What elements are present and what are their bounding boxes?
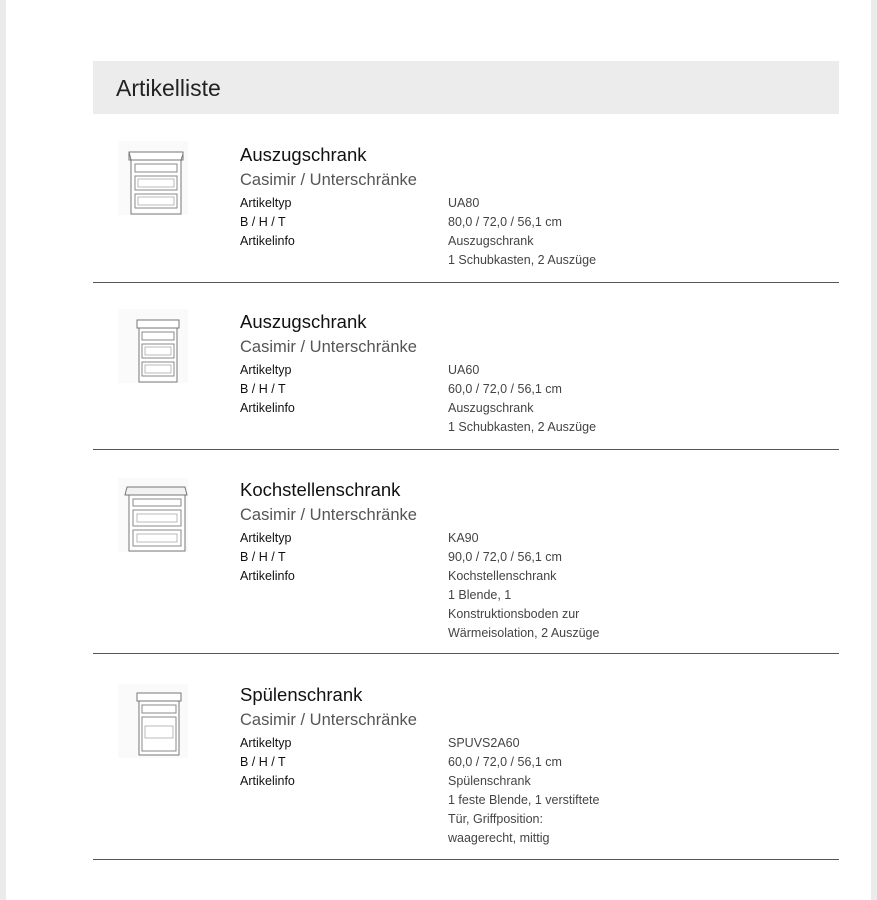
value-info-line: 1 Schubkasten, 2 Auszüge <box>448 420 597 434</box>
page-title: Artikelliste <box>116 75 221 101</box>
list-item <box>93 449 839 654</box>
item-category: Casimir / Unterschränke <box>240 711 417 729</box>
item-name: Auszugschrank <box>240 311 367 332</box>
value-dimensions: 60,0 / 72,0 / 56,1 cm <box>448 755 562 769</box>
list-item <box>93 114 839 283</box>
value-info-line: Kochstellenschrank <box>448 569 557 583</box>
item-name: Kochstellenschrank <box>240 479 401 500</box>
item-name: Auszugschrank <box>240 144 367 165</box>
label-artikelinfo: Artikelinfo <box>240 401 295 415</box>
label-dimensions: B / H / T <box>240 755 286 769</box>
label-artikeltyp: Artikeltyp <box>240 363 292 377</box>
item-name: Spülenschrank <box>240 684 363 705</box>
value-info-line: Auszugschrank <box>448 401 534 415</box>
value-info-line: 1 feste Blende, 1 verstiftete <box>448 793 600 807</box>
value-artikeltyp: UA80 <box>448 196 480 210</box>
value-dimensions: 90,0 / 72,0 / 56,1 cm <box>448 550 562 564</box>
value-info-line: Tür, Griffposition: <box>448 812 543 826</box>
item-category: Casimir / Unterschränke <box>240 506 417 524</box>
drawer-cabinet-icon <box>115 138 191 218</box>
document-page <box>6 0 871 900</box>
list-item <box>93 653 839 860</box>
sink-cabinet-icon <box>115 681 191 761</box>
value-info-line: waagerecht, mittig <box>448 831 550 845</box>
drawer-cabinet-icon <box>115 306 191 386</box>
list-item <box>93 282 839 450</box>
value-info-line: Konstruktionsboden zur <box>448 607 580 621</box>
value-info-line: Wärmeisolation, 2 Auszüge <box>448 626 600 640</box>
value-artikeltyp: SPUVS2A60 <box>448 736 520 750</box>
value-dimensions: 80,0 / 72,0 / 56,1 cm <box>448 215 562 229</box>
section-header <box>93 61 839 114</box>
label-artikelinfo: Artikelinfo <box>240 234 295 248</box>
label-dimensions: B / H / T <box>240 550 286 564</box>
value-artikeltyp: KA90 <box>448 531 479 545</box>
item-category: Casimir / Unterschränke <box>240 338 417 356</box>
cooktop-cabinet-icon <box>115 475 191 555</box>
label-dimensions: B / H / T <box>240 382 286 396</box>
label-dimensions: B / H / T <box>240 215 286 229</box>
value-dimensions: 60,0 / 72,0 / 56,1 cm <box>448 382 562 396</box>
item-category: Casimir / Unterschränke <box>240 171 417 189</box>
label-artikeltyp: Artikeltyp <box>240 736 292 750</box>
label-artikelinfo: Artikelinfo <box>240 569 295 583</box>
label-artikeltyp: Artikeltyp <box>240 196 292 210</box>
value-info-line: 1 Blende, 1 <box>448 588 512 602</box>
value-artikeltyp: UA60 <box>448 363 480 377</box>
label-artikelinfo: Artikelinfo <box>240 774 295 788</box>
value-info-line: 1 Schubkasten, 2 Auszüge <box>448 253 597 267</box>
value-info-line: Auszugschrank <box>448 234 534 248</box>
value-info-line: Spülenschrank <box>448 774 531 788</box>
label-artikeltyp: Artikeltyp <box>240 531 292 545</box>
